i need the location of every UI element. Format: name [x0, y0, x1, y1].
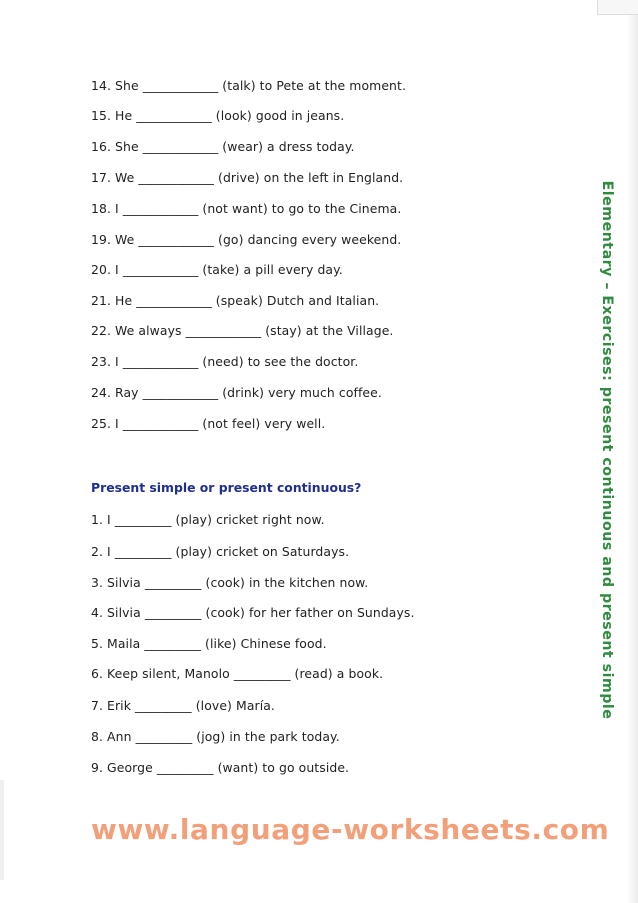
exercise-item-7: 7. Erik _________ (love) María. [91, 698, 275, 713]
exercise-item-22: 22. We always ____________ (stay) at the Village. [91, 323, 394, 338]
exercise-item-2: 2. I _________ (play) cricket on Saturdays. [91, 544, 350, 559]
exercise-item-19: 19. We ____________ (go) dancing every weekend. [91, 232, 402, 247]
exercise-item-5: 5. Maila _________ (like) Chinese food. [91, 636, 327, 651]
exercise-item-8: 8. Ann _________ (jog) in the park today. [91, 729, 340, 744]
exercise-item-6: 6. Keep silent, Manolo _________ (read) a book. [91, 666, 384, 681]
exercise-item-25: 25. I ____________ (not feel) very well. [91, 416, 326, 431]
exercise-item-4: 4. Silvia _________ (cook) for her father on Sundays. [91, 605, 415, 620]
exercise-item-18: 18. I ____________ (not want) to go to the Cinema. [91, 201, 402, 216]
exercise-item-9: 9. George _________ (want) to go outside. [91, 760, 350, 775]
exercise-item-15: 15. He ____________ (look) good in jeans. [91, 108, 345, 123]
exercise-item-16: 16. She ____________ (wear) a dress today. [91, 139, 355, 154]
page-edge-shadow [626, 0, 638, 903]
exercise-item-17: 17. We ____________ (drive) on the left in England. [91, 170, 404, 185]
exercise-item-24: 24. Ray ____________ (drink) very much coffee. [91, 385, 382, 400]
exercise-item-21: 21. He ____________ (speak) Dutch and Italian. [91, 293, 380, 308]
exercise-item-14: 14. She ____________ (talk) to Pete at the moment. [91, 78, 406, 93]
section-heading: Present simple or present continuous? [91, 480, 362, 495]
page-edge-left [0, 780, 4, 880]
page-corner [597, 0, 638, 15]
side-title: Elementary – Exercises: present continuous and present simple [599, 180, 615, 720]
footer-url[interactable]: www.language-worksheets.com [91, 813, 610, 846]
exercise-item-20: 20. I ____________ (take) a pill every day. [91, 262, 343, 277]
exercise-item-23: 23. I ____________ (need) to see the doctor. [91, 354, 359, 369]
exercise-item-3: 3. Silvia _________ (cook) in the kitchen now. [91, 575, 369, 590]
exercise-item-1: 1. I _________ (play) cricket right now. [91, 512, 325, 527]
